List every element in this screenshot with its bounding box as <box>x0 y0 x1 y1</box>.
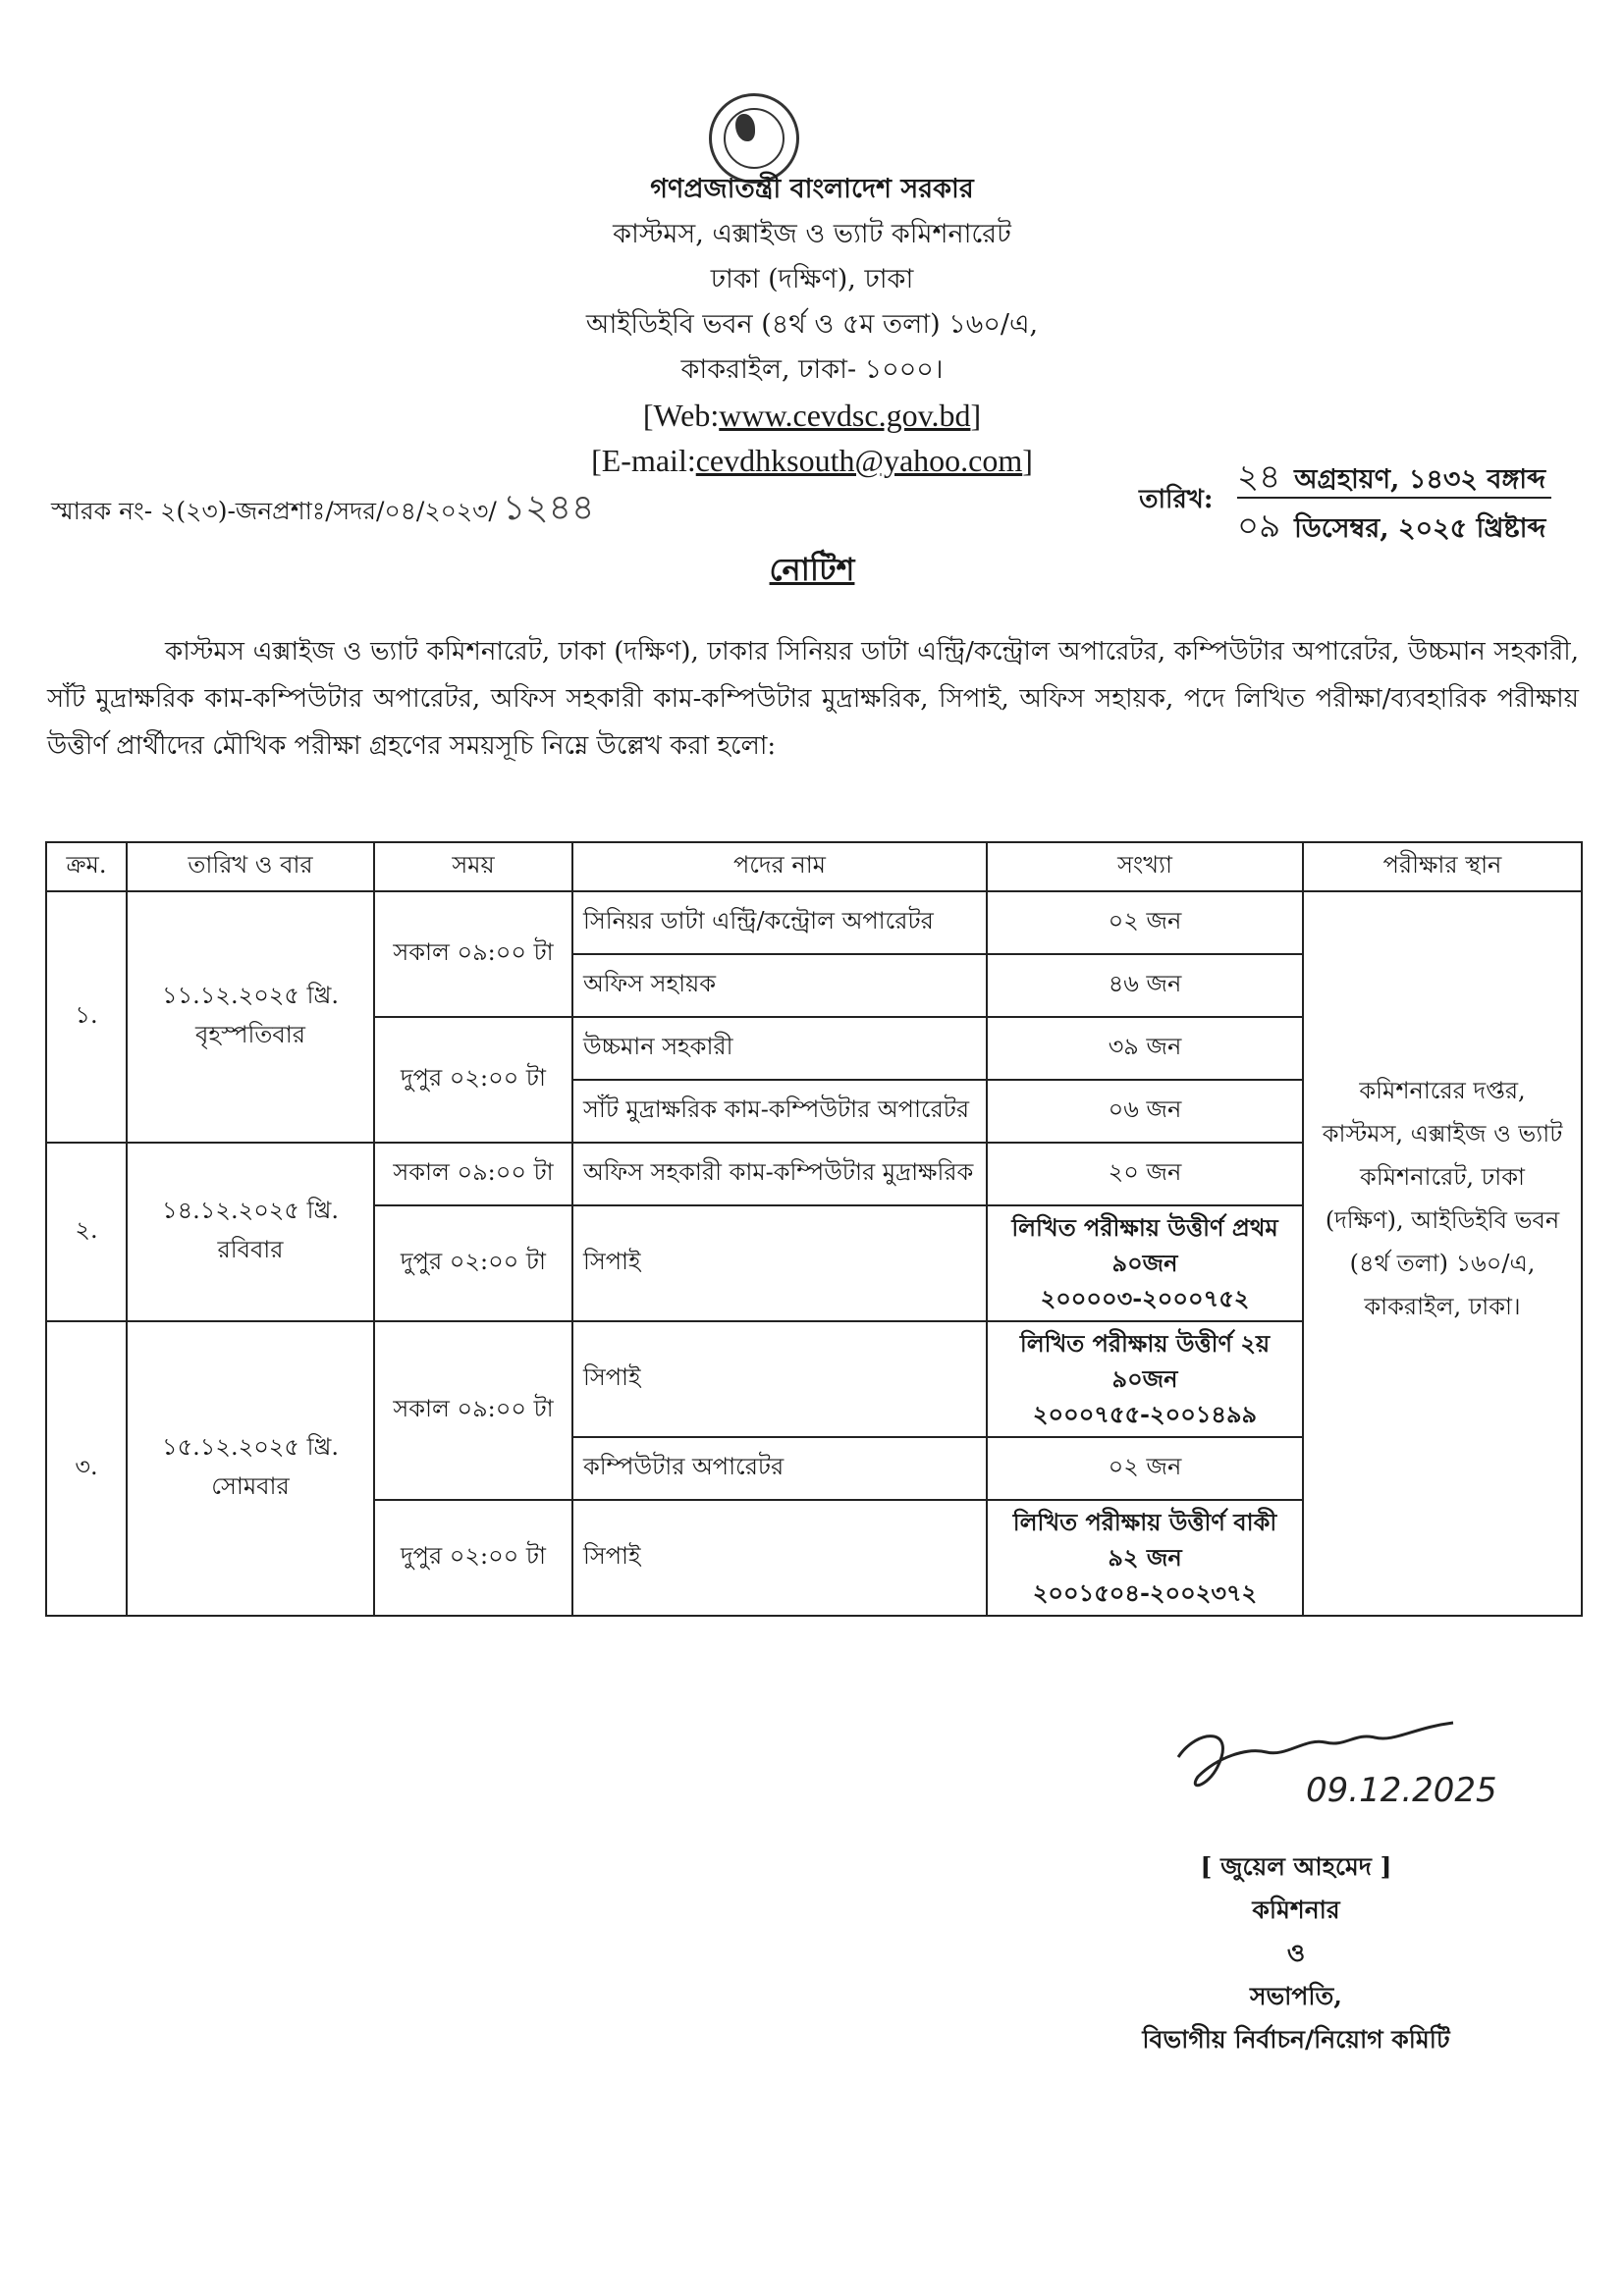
count-cell: ০২ জন <box>987 891 1303 954</box>
header-venue: পরীক্ষার স্থান <box>1303 842 1582 891</box>
header-date: তারিখ ও বার <box>127 842 374 891</box>
bangla-date <box>1237 452 1545 507</box>
signatory-name: [ জুয়েল আহমেদ ] <box>1200 1852 1392 1881</box>
count-line: লিখিত পরীক্ষায় উত্তীর্ণ বাকী <box>1012 1508 1277 1536</box>
web-label: Web: <box>653 398 720 433</box>
office-address: কাকরাইল, ঢাকা- ১০০০। <box>680 354 944 385</box>
government-name: গণপ্রজাতন্ত্রী বাংলাদেশ সরকার <box>650 174 974 204</box>
venue-cell: কমিশনারের দপ্তর, কাস্টমস, এক্সাইজ ও ভ্যাট কমিশনারেট, ঢাকা (দক্ষিণ), আইডিইবি ভবন (৪র্থ তলা) ১৬০/এ, কাকরাইল, ঢাকা। <box>1303 891 1582 1616</box>
signatory <box>1080 1845 1512 2061</box>
day-text: সোমবার <box>211 1472 290 1500</box>
signatory-role: সভাপতি, <box>1250 1982 1342 2010</box>
count-cell <box>987 1321 1303 1437</box>
handwritten-signature <box>1159 1698 1551 1816</box>
notice-body: কাস্টমস এক্সাইজ ও ভ্যাট কমিশনারেট, ঢাকা (দক্ষিণ), ঢাকার সিনিয়র ডাটা এন্ট্রি/কন্ট্রোল অপারেটর, কম্পিউটার অপারেটর, উচ্চমান সহকারী, সাঁট মুদ্রাক্ষরিক কাম-কম্পিউটার অপারেটর, অফিস সহকারী কাম-কম্পিউটার মুদ্রাক্ষরিক, সিপাই, অফিস সহায়ক, পদে লিখিত পরীক্ষা/ব্যবহারিক পরীক্ষায় উত্তীর্ণ প্রার্থীদের মৌখিক পরীক্ষা গ্রহণের সময়সূচি নিম্নে উল্লেখ করা হলো: <box>47 637 1579 761</box>
post-cell: উচ্চমান সহকারী <box>572 1017 987 1080</box>
day-text: রবিবার <box>217 1236 284 1263</box>
header-time: সময় <box>374 842 572 891</box>
count-cell: ০২ জন <box>987 1437 1303 1500</box>
post-cell: সাঁট মুদ্রাক্ষরিক কাম-কম্পিউটার অপারেটর <box>572 1080 987 1143</box>
memo-handwritten-number: ১২৪৪ <box>502 488 595 528</box>
header-post: পদের নাম <box>572 842 987 891</box>
office-city: ঢাকা (দক্ষিণ), ঢাকা <box>710 264 914 294</box>
letterhead <box>295 167 1329 483</box>
date-text: ১১.১২.২০২৫ খ্রি. <box>162 982 339 1009</box>
office-building: আইডিইবি ভবন (৪র্থ ও ৫ম তলা) ১৬০/এ, <box>585 309 1039 340</box>
time-cell: দুপুর ০২:০০ টা <box>374 1500 572 1616</box>
date-cell <box>127 1143 374 1321</box>
date-label: তারিখ: <box>1139 485 1214 514</box>
count-cell: ২০ জন <box>987 1143 1303 1205</box>
memo-number <box>51 481 594 540</box>
post-cell: কম্পিউটার অপারেটর <box>572 1437 987 1500</box>
post-cell: সিপাই <box>572 1500 987 1616</box>
english-month-year: ডিসেম্বর, ২০২৫ খ্রিষ্টাব্দ <box>1294 513 1546 544</box>
serial-cell: ১. <box>46 891 127 1143</box>
post-cell: অফিস সহকারী কাম-কম্পিউটার মুদ্রাক্ষরিক <box>572 1143 987 1205</box>
email-line: [E-mail:cevdhksouth@yahoo.com] <box>591 443 1033 478</box>
post-cell: সিনিয়র ডাটা এন্ট্রি/কন্ট্রোল অপারেটর <box>572 891 987 954</box>
signatory-designation: কমিশনার <box>1252 1896 1340 1924</box>
email-link[interactable]: cevdhksouth@yahoo.com <box>695 443 1023 478</box>
table-header-row <box>46 842 1582 891</box>
count-cell: ৪৬ জন <box>987 954 1303 1017</box>
post-cell: অফিস সহায়ক <box>572 954 987 1017</box>
website-link[interactable]: www.cevdsc.gov.bd <box>719 398 971 433</box>
office-name: কাস্টমস, এক্সাইজ ও ভ্যাট কমিশনারেট <box>613 219 1011 249</box>
schedule-table <box>45 841 1583 1617</box>
count-line: লিখিত পরীক্ষায় উত্তীর্ণ প্রথম <box>1011 1213 1278 1242</box>
time-cell: সকাল ০৯:০০ টা <box>374 891 572 1017</box>
date-cell <box>127 1321 374 1616</box>
header-serial: ক্রম. <box>46 842 127 891</box>
seal-inner-ring <box>724 108 785 169</box>
post-cell: সিপাই <box>572 1205 987 1321</box>
count-line: ২০০০০৩-২০০০৭৫২ <box>1040 1284 1250 1312</box>
post-cell: সিপাই <box>572 1321 987 1437</box>
time-cell: সকাল ০৯:০০ টা <box>374 1321 572 1500</box>
count-cell: ৩৯ জন <box>987 1017 1303 1080</box>
bangla-month-year: অগ্রহায়ণ, ১৪৩২ বঙ্গাব্দ <box>1294 464 1546 495</box>
english-day: ০৯ <box>1237 507 1281 546</box>
count-cell <box>987 1500 1303 1616</box>
date-block <box>1139 452 1591 546</box>
notice-title: নোটিশ <box>769 551 855 588</box>
memo-label: স্মারক নং- ২(২৩)-জনপ্রশাঃ/সদর/০৪/২০২৩/ <box>51 497 497 525</box>
time-cell: সকাল ০৯:০০ টা <box>374 1143 572 1205</box>
header-count: সংখ্যা <box>987 842 1303 891</box>
website-line: [Web:www.cevdsc.gov.bd] <box>642 398 982 433</box>
time-cell: দুপুর ০২:০০ টা <box>374 1017 572 1143</box>
day-text: বৃহস্পতিবার <box>195 1021 305 1048</box>
count-line: ২০০০৭৫৫-২০০১৪৯৯ <box>1032 1400 1258 1428</box>
count-line: ৯০জন <box>1111 1249 1178 1277</box>
count-line: ৯২ জন <box>1108 1543 1182 1572</box>
count-line: ৯০জন <box>1111 1364 1178 1393</box>
bangla-day: ২৪ <box>1237 457 1281 497</box>
date-cell <box>127 891 374 1143</box>
serial-cell: ৩. <box>46 1321 127 1616</box>
signatory-and: ও <box>1286 1939 1306 1967</box>
serial-cell: ২. <box>46 1143 127 1321</box>
table-row <box>46 891 1582 954</box>
date-text: ১৫.১২.২০২৫ খ্রি. <box>162 1433 339 1461</box>
date-text: ১৪.১২.২০২৫ খ্রি. <box>162 1197 339 1224</box>
count-line: ২০০১৫০৪-২০০২৩৭২ <box>1032 1578 1258 1607</box>
date-divider <box>1237 497 1551 499</box>
email-label: E-mail: <box>601 443 696 478</box>
count-line: লিখিত পরীক্ষায় উত্তীর্ণ ২য় <box>1019 1329 1271 1358</box>
signature-date: 09.12.2025 <box>1306 1771 1497 1810</box>
count-cell: ০৬ জন <box>987 1080 1303 1143</box>
count-cell <box>987 1205 1303 1321</box>
time-cell: দুপুর ০২:০০ টা <box>374 1205 572 1321</box>
signatory-committee: বিভাগীয় নির্বাচন/নিয়োগ কমিটি <box>1142 2025 1450 2054</box>
